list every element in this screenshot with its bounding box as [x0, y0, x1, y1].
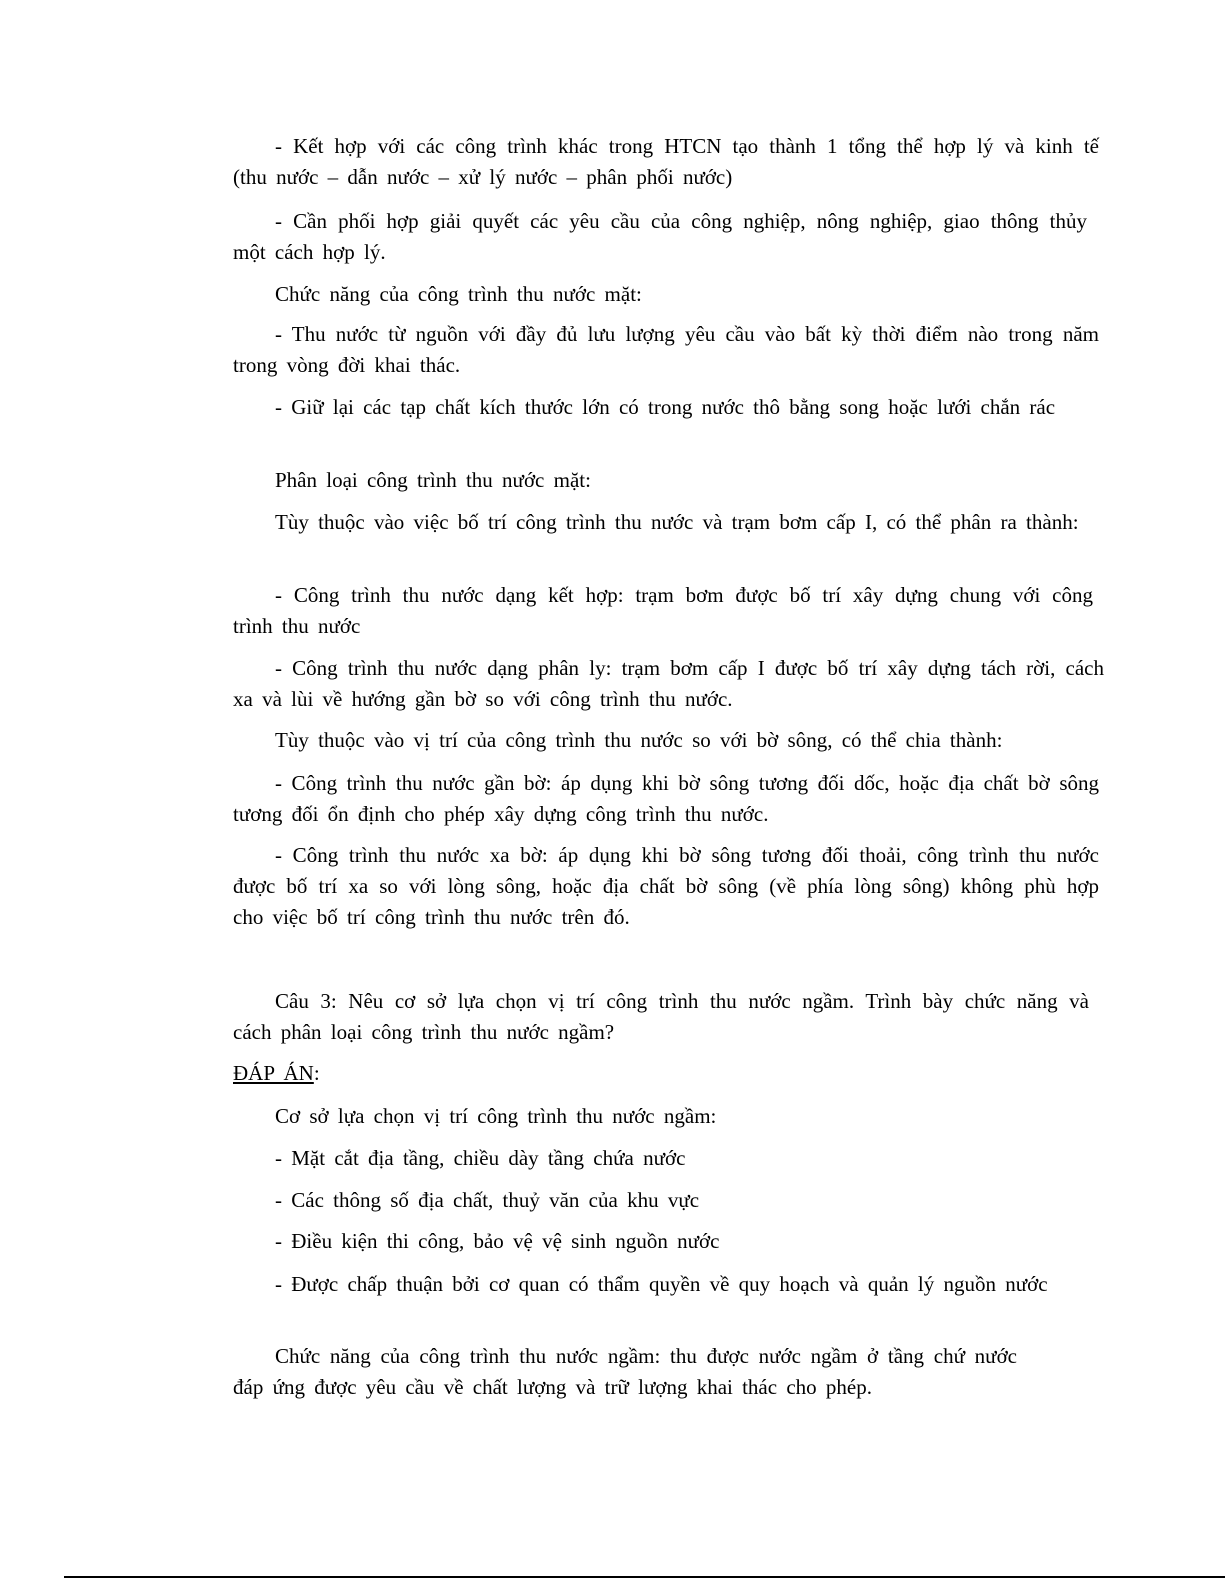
- paragraph-combined-type: - Công trình thu nước dạng kết hợp: trạm bơm được bố trí xây dựng chung với công trình thu nước: [233, 583, 1093, 638]
- bottom-rule: [64, 1576, 1225, 1578]
- list-item-hydrogeology: - Các thông số địa chất, thuỷ văn của khu vực: [275, 1188, 700, 1212]
- paragraph-screening: - Giữ lại các tạp chất kích thước lớn có trong nước thô bằng song hoặc lưới chắn rác: [275, 395, 1056, 419]
- heading-surface-intake-classification: Phân loại công trình thu nước mặt:: [275, 468, 591, 492]
- paragraph-near-bank: - Công trình thu nước gần bờ: áp dụng khi bờ sông tương đối dốc, hoặc địa chất bờ sông tương đối ổn định cho phép xây dựng công trình thu nước.: [233, 771, 1099, 826]
- paragraph-far-bank: - Công trình thu nước xa bờ: áp dụng khi bờ sông tương đối thoải, công trình thu nước được bố trí xa so với lòng sông, hoặc địa chất bờ sông (về phía lòng sông) không phù hợp cho việc bố trí công trình thu nước trên đó.: [233, 843, 1099, 929]
- answer-label: [233, 1058, 533, 1089]
- heading-groundwater-site-basis: Cơ sở lựa chọn vị trí công trình thu nước ngầm:: [275, 1104, 717, 1128]
- answer-label-text: ĐÁP ÁN: [233, 1061, 314, 1085]
- list-item-approval: - Được chấp thuận bởi cơ quan có thẩm quyền về quy hoạch và quản lý nguồn nước: [275, 1272, 1048, 1296]
- answer-label-colon: :: [313, 1061, 320, 1085]
- list-item-construction-conditions: - Điều kiện thi công, bảo vệ vệ sinh nguồn nước: [275, 1229, 720, 1253]
- paragraph-integration: - Kết hợp với các công trình khác trong HTCN tạo thành 1 tổng thể hợp lý và kinh tế (thu nước – dẫn nước – xử lý nước – phân phối nước): [233, 134, 1099, 189]
- paragraph-coordination: - Cần phối hợp giải quyết các yêu cầu của công nghiệp, nông nghiệp, giao thông thủy một cách hợp lý.: [233, 209, 1087, 264]
- paragraph-classification-pump: Tùy thuộc vào việc bố trí công trình thu nước và trạm bơm cấp I, có thể phân ra thành:: [275, 510, 1079, 534]
- heading-surface-intake-function: Chức năng của công trình thu nước mặt:: [275, 282, 642, 306]
- paragraph-classification-bank: Tùy thuộc vào vị trí của công trình thu nước so với bờ sông, có thể chia thành:: [275, 728, 1003, 752]
- question-3: Câu 3: Nêu cơ sở lựa chọn vị trí công trình thu nước ngầm. Trình bày chức năng và cách phân loại công trình thu nước ngầm?: [233, 989, 1089, 1044]
- paragraph-intake-flow: - Thu nước từ nguồn với đầy đủ lưu lượng yêu cầu vào bất kỳ thời điểm nào trong năm trong vòng đời khai thác.: [233, 322, 1099, 377]
- list-item-geology-section: - Mặt cắt địa tầng, chiều dày tầng chứa nước: [275, 1146, 686, 1170]
- paragraph-separated-type: - Công trình thu nước dạng phân ly: trạm bơm cấp I được bố trí xây dựng tách rời, cách xa và lùi về hướng gần bờ so với công trình thu nước.: [233, 656, 1104, 711]
- paragraph-groundwater-function: Chức năng của công trình thu nước ngầm: thu được nước ngầm ở tầng chứ nước đáp ứng được yêu cầu về chất lượng và trữ lượng khai thác cho phép.: [233, 1344, 1017, 1399]
